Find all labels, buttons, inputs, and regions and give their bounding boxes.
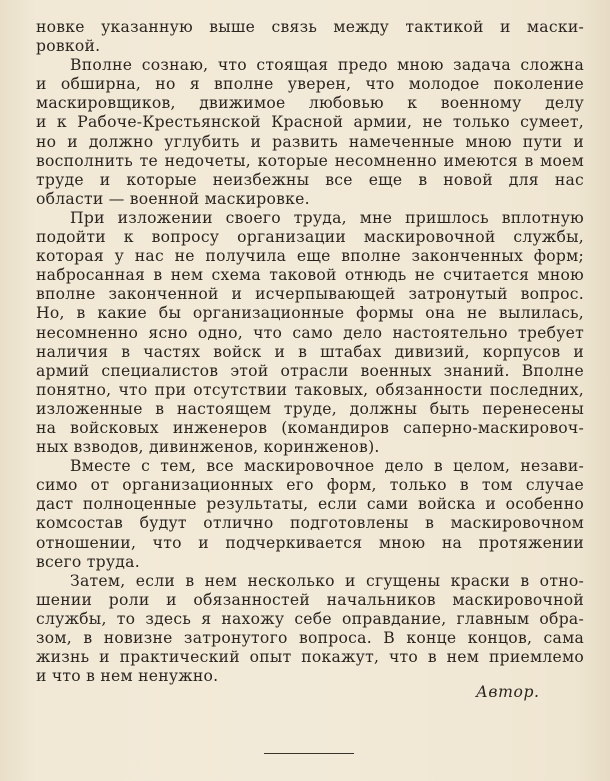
text-line: на войсковых инженеров (командиров саперно-маскировоч- (36, 418, 584, 437)
text-line: всего труда. (36, 552, 140, 571)
text-line: изложенные в настоящем труде, должны быть перенесены (36, 399, 584, 418)
body-text (36, 18, 584, 686)
text-line: Вполне сознаю, что стоящая предо мною задача сложна (70, 56, 584, 75)
paragraph (36, 572, 584, 687)
text-line: симо от организационных его форм, только в том случае (36, 476, 584, 495)
text-line: новке указанную выше связь между тактикой и маски- (36, 18, 584, 36)
text-line: маскировщиков, движимое любовью к военному делу (36, 94, 584, 113)
text-line: службы, то здесь я нахожу себе оправдание, главным обра- (36, 609, 584, 628)
paragraph (36, 56, 584, 209)
text-line: ровкой. (36, 37, 101, 56)
text-line: подойти к вопросу организации маскировочной службы, (36, 228, 584, 247)
text-line: восполнить те недочеты, которые несомненно имеются в моем (36, 151, 584, 170)
text-line: даст полноценные результаты, если сами войска и особенно (36, 495, 584, 514)
text-line: отношении, что и подчеркивается мною на протяжении (36, 533, 584, 552)
text-line: Затем, если в нем несколько и сгущены краски в отно- (70, 571, 584, 590)
text-line: но и должно углубить и развить намеченные мною пути и (36, 132, 584, 151)
text-line: При изложении своего труда, мне пришлось вплотную (70, 208, 584, 227)
text-line: ных взводов, дивинженов, коринженов). (36, 438, 380, 457)
paragraph (36, 457, 584, 572)
text-line: понятно, что при отсутствии таковых, обязанности последних, (36, 380, 584, 399)
text-line: армий специалистов этой отрасли военных знаний. Вполне (36, 361, 584, 380)
text-line: труде и которые неизбежны все еще в новой для нас (36, 170, 584, 189)
author-signature: Автор. (476, 683, 540, 701)
text-line: вполне законченной и исчерпывающей затронутый вопрос. (36, 285, 584, 304)
text-line: комсостав будут отлично подготовлены в маскировочном (36, 514, 584, 533)
paragraph (36, 18, 584, 56)
text-line: жизнь и практический опыт покажут, что в нем приемлемо (36, 648, 584, 667)
text-line: шении роли и обязанностей начальников маскировочной (36, 590, 584, 609)
text-line: зом, в новизне затронутого вопроса. В конце концов, сама (36, 629, 584, 647)
text-line: Вместе с тем, все маскировочное дело в целом, незави- (70, 457, 584, 476)
text-line: которая у нас не получила еще вполне законченных форм; (36, 247, 584, 266)
closing-rule (264, 753, 354, 754)
text-line: наличия в частях войск и в штабах дивизий, корпусов и (36, 342, 584, 361)
text-line: несомненно ясно одно, что само дело настоятельно требует (36, 323, 584, 342)
text-line: набросанная в нем схема таковой отнюдь не считается мною (36, 266, 584, 285)
paragraph (36, 209, 584, 457)
text-line: Но, в какие бы организационные формы она не вылилась, (36, 304, 584, 323)
text-line: и к Рабоче-Крестьянской Красной армии, не только сумеет, (36, 113, 584, 132)
text-line: и обширна, но я вполне уверен, что молодое поколение (36, 75, 584, 94)
text-line: области — военной маскировке. (36, 189, 310, 208)
text-line: и что в нем ненужно. (36, 667, 219, 686)
